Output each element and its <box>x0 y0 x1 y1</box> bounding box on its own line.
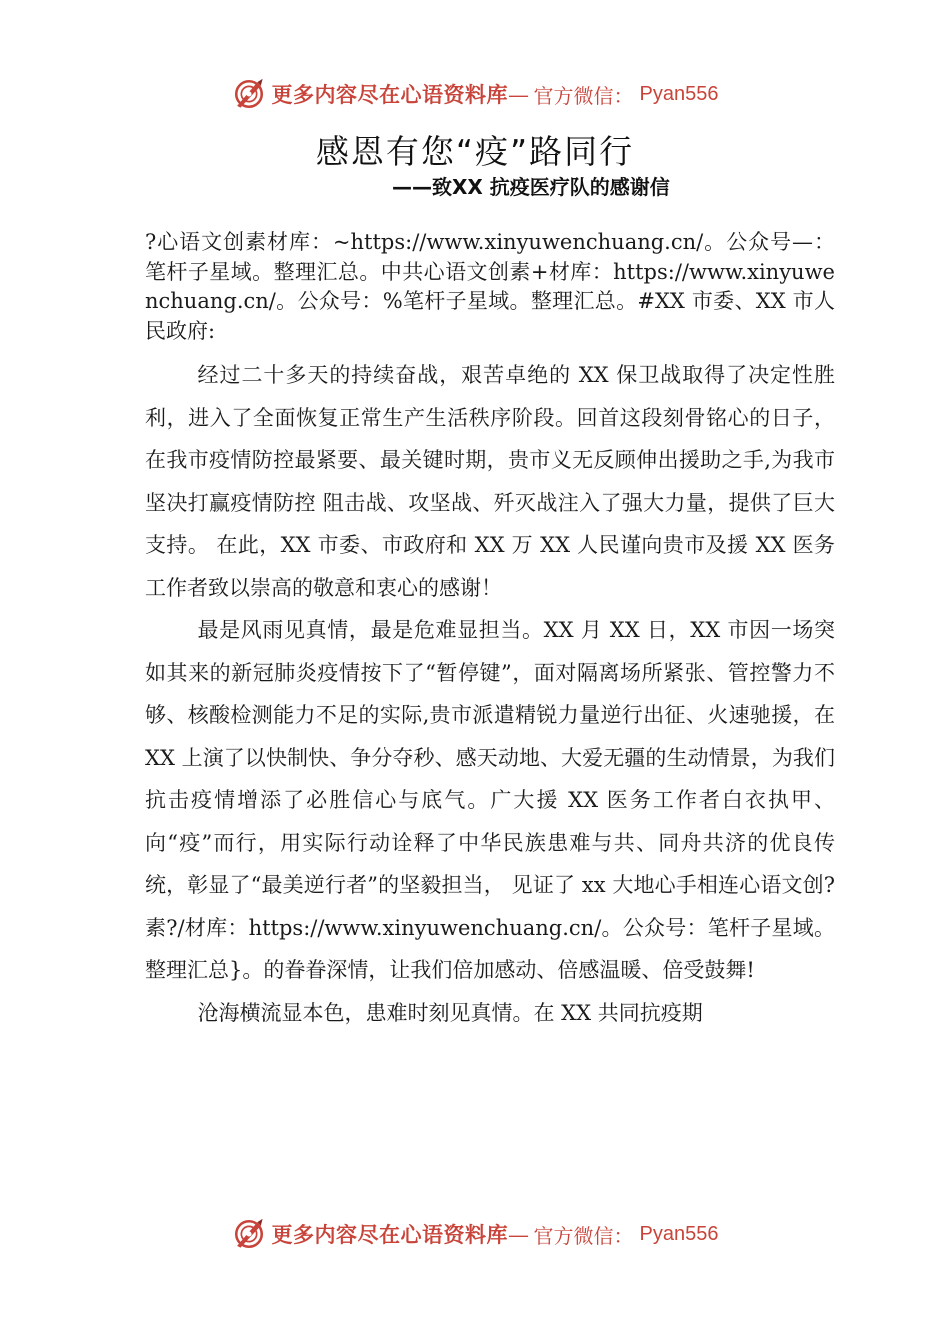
document-title: 感恩有您“疫”路同行 <box>315 132 635 171</box>
document-subtitle: ——致XX 抗疫医疗队的感谢信 <box>392 175 670 199</box>
body-paragraph-2: 最是风雨见真情，最是危难显担当。XX 月 XX 日，XX 市因一场突如其来的新冠肺炎疫情按下了“暂停键”，面对隔离场所紧张、管控警力不够、核酸检测能力不足的实际,贵市派遣精锐力量逆行出征、火速驰援，在 XX 上演了以快制快、争分夺秒、感天动地、大爱无疆的生动情景，为我们抗击疫情增添了必胜信心与底气。广大援 XX 医务工作者白衣执甲、向“疫”而行，用实际行动诠释了中华民族患难与共、同舟共济的优良传统，彰显了“最美逆行者”的坚毅担当， 见证了 xx 大地心手相连心语文创?素?/材库：https://www.xinyuwenchuang.cn/。公众号：笔杆子星域。整理汇总}。的眷眷深情，让我们倍加感动、倍感温暖、倍受鼓舞! <box>145 618 835 982</box>
body-paragraph-3: 沧海横流显本色，患难时刻见真情。在 XX 共同抗疫期 <box>197 1000 703 1025</box>
banner-wechat-id: Pyan556 <box>639 1222 719 1245</box>
document-body <box>145 228 835 1034</box>
body-paragraph-1: 经过二十多天的持续奋战，艰苦卓绝的 XX 保卫战取得了决定性胜利，进入了全面恢复正常生产生活秩序阶段。回首这段刻骨铭心的日子，在我市疫情防控最紧要、最关键时期，贵市义无反顾伸出援助之手,为我市坚决打赢疫情防控 阻击战、攻坚战、歼灭战注入了强大力量，提供了巨大支持。 在此，XX 市委、市政府和 XX 万 XX 人民谨向贵市及援 XX 医务工作者致以崇高的敬意和衷心的感谢！ <box>145 363 835 600</box>
header-banner <box>0 72 950 116</box>
intro-paragraph: ?心语文创素材库：~https://www.xinyuwenchuang.cn/。公众号—：笔杆子星域。整理汇总。中共心语文创素+材库：https://www.xinyuwenchuang.cn/。公众号：%笔杆子星域。整理汇总。#XX 市委、XX 市人民政府: <box>145 230 835 343</box>
banner-main-text: 更多内容尽在心语资料库— <box>271 1222 530 1247</box>
footer-banner <box>0 1212 950 1256</box>
banner-wechat-label: 官方微信： <box>533 1223 634 1248</box>
banner-wechat-id: Pyan556 <box>639 82 719 105</box>
quill-pen-logo-icon <box>232 1217 266 1251</box>
quill-pen-logo-icon <box>232 77 266 111</box>
banner-wechat-label: 官方微信： <box>533 83 634 108</box>
banner-main-text: 更多内容尽在心语资料库— <box>271 82 530 107</box>
